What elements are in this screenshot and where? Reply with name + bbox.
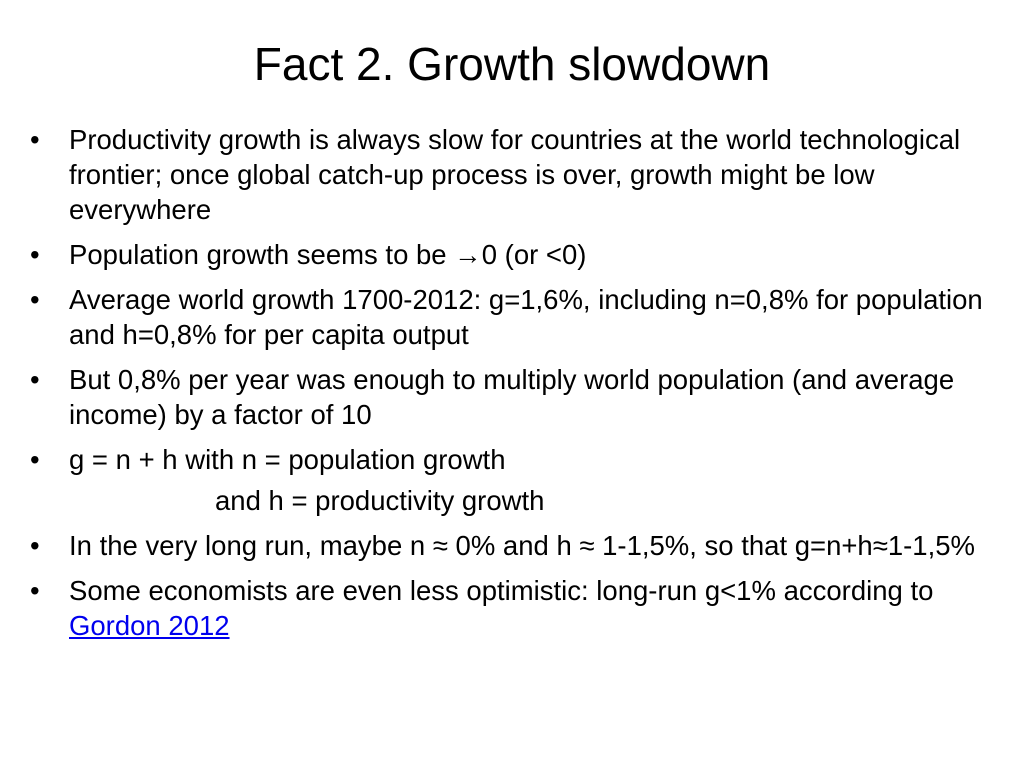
bullet-item-2 [28,237,988,272]
bullet-text-4: But 0,8% per year was enough to multiply world population (and average income) by a factor of 10 [69,364,955,430]
bullet-text-2: Population growth seems to be →0 (or <0) [69,239,587,270]
bullet-dot: • [30,444,40,475]
bullet-text-5b: and h = productivity growth [215,485,545,516]
bullet-dot: • [30,124,40,155]
bullet-list [28,122,988,653]
bullet-text-6: In the very long run, maybe n ≈ 0% and h ≈ 1-1,5%, so that g=n+h≈1-1,5% [69,530,975,561]
bullet-text-7: Some economists are even less optimistic: long-run g<1% according to [69,575,934,606]
bullet-item-3 [28,282,988,352]
bullet-dot: • [30,284,40,315]
bullet-item-1 [28,122,988,227]
bullet-item-4 [28,362,988,432]
bullet-item-5 [28,442,988,477]
bullet-text-5: g = n + h with n = population growth [69,444,506,475]
bullet-dot: • [30,364,40,395]
bullet-item-6 [28,528,988,563]
gordon-2012-link[interactable]: Gordon 2012 [69,610,230,641]
bullet-text-1: Productivity growth is always slow for countries at the world technological frontier; once global catch-up process is over, growth might be low everywhere [69,124,961,225]
bullet-dot: • [30,530,40,561]
bullet-continuation [28,483,988,518]
bullet-item-7 [28,573,988,643]
bullet-dot: • [30,239,40,270]
bullet-dot: • [30,575,40,606]
bullet-text-3: Average world growth 1700-2012: g=1,6%, including n=0,8% for population and h=0,8% for per capita output [69,284,983,350]
slide-title: Fact 2. Growth slowdown [253,38,771,90]
